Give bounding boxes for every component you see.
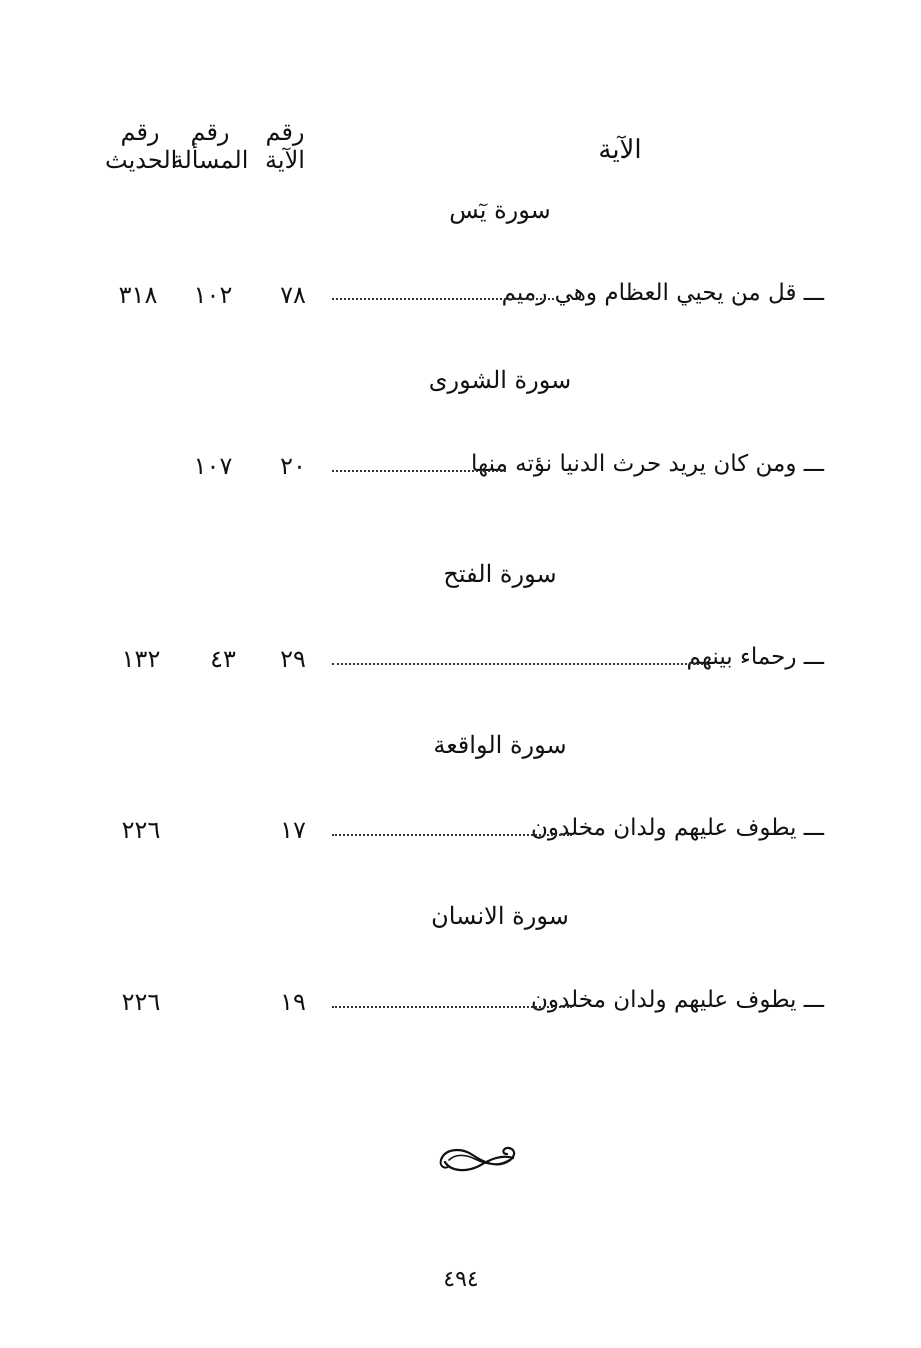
dotted-leader bbox=[332, 663, 707, 665]
column-header-issue-number-line2: المسألة bbox=[171, 146, 249, 174]
column-header-hadith-number bbox=[105, 118, 178, 174]
ayah-number: ٧٨ bbox=[280, 281, 306, 309]
scroll-flourish-icon bbox=[437, 1142, 521, 1182]
column-header-issue-number-line1: رقم bbox=[190, 118, 230, 146]
verse-text: ـــ يطوف عليهم ولدان مخلدون bbox=[531, 987, 824, 1013]
ayah-number: ٢٠ bbox=[280, 452, 306, 480]
dotted-leader bbox=[332, 1006, 572, 1008]
issue-number: ١٠٢ bbox=[193, 281, 233, 309]
hadith-number: ١٣٢ bbox=[121, 645, 161, 673]
surah-heading: سورة يٓس bbox=[449, 196, 551, 224]
column-header-hadith-number-line2: الحديث bbox=[105, 146, 178, 174]
column-header-verse-number-line1: رقم bbox=[265, 118, 305, 146]
column-header-verse-number bbox=[250, 118, 320, 174]
surah-heading: سورة الشورى bbox=[428, 366, 572, 394]
issue-number: ١٠٧ bbox=[193, 452, 233, 480]
dotted-leader bbox=[332, 298, 554, 300]
issue-number: ٤٣ bbox=[210, 645, 236, 673]
dotted-leader bbox=[332, 834, 572, 836]
verse-text: ـــ قل من يحيي العظام وهي رميم bbox=[501, 280, 824, 306]
hadith-number: ٣١٨ bbox=[118, 281, 158, 309]
ayah-number: ١٧ bbox=[280, 816, 306, 844]
column-header-verse-number-line2: الآية bbox=[265, 146, 305, 174]
surah-heading: سورة الفتح bbox=[443, 560, 557, 588]
dotted-leader bbox=[332, 470, 506, 472]
hadith-number: ٢٢٦ bbox=[121, 988, 161, 1016]
surah-heading: سورة الانسان bbox=[431, 902, 569, 930]
verse-text: ـــ ومن كان يريد حرث الدنيا نؤته منها bbox=[470, 451, 824, 477]
verse-text: ـــ رحماء بينهم bbox=[686, 644, 824, 670]
hadith-number: ٢٢٦ bbox=[121, 816, 161, 844]
column-header-hadith-number-line1: رقم bbox=[120, 118, 160, 146]
ayah-number: ٢٩ bbox=[280, 645, 306, 673]
ayah-number: ١٩ bbox=[280, 988, 306, 1016]
surah-heading: سورة الواقعة bbox=[433, 731, 567, 759]
column-header-issue-number bbox=[170, 118, 250, 174]
column-title-verse: الآية bbox=[598, 135, 642, 165]
page-number: ٤٩٤ bbox=[443, 1267, 479, 1292]
verse-text: ـــ يطوف عليهم ولدان مخلدون bbox=[531, 815, 824, 841]
